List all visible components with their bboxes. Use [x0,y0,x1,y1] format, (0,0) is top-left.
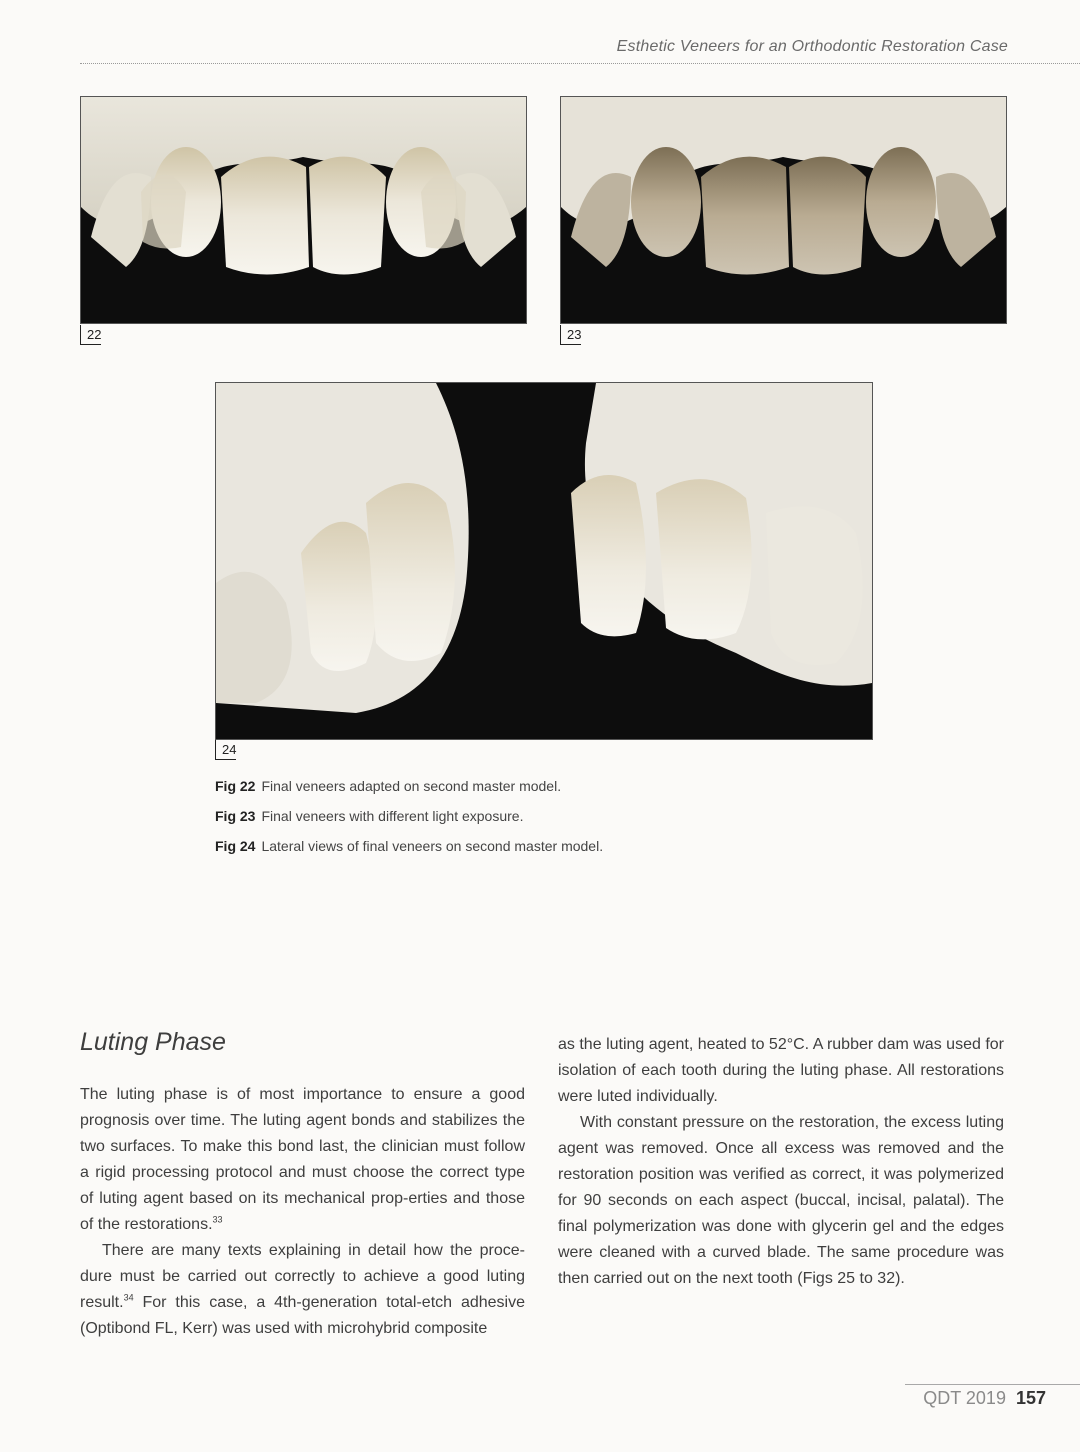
paragraph [80,1238,525,1342]
caption-text: Final veneers adapted on second master model. [261,778,562,794]
paragraph: With constant pressure on the restoration, the excess luting agent was removed. Once all excess was removed and the restoration position was verified as correct, it was polymerized for 90 seconds on each aspect (buccal, incisal, palatal). The final polymerization was done with glycerin gel and the edges were cleaned with a curved blade. The same procedure was then carried out on the next tooth (Figs 25 to 32). [558,1114,1004,1287]
paragraph-text: For this case, a 4th-generation total-etch adhesive (Optibond FL, Kerr) was used with microhybrid composite [80,1294,525,1337]
caption-fig-23 [215,806,603,836]
page-number: 157 [1015,1388,1046,1408]
section-title: Luting Phase [80,1028,226,1056]
left-column [80,1082,525,1342]
reference-marker: 33 [212,1214,223,1225]
footer-rule [905,1384,1080,1385]
caption-fig-22 [215,776,603,806]
paragraph: as the luting agent, heated to 52°C. A rubber dam was used for isolation of each tooth during the luting phase. All restorations were luted individually. [558,1036,1004,1105]
figure-22-photo [80,96,527,324]
figure-23-number: 23 [560,325,581,345]
figure-captions [215,776,603,866]
running-head: Esthetic Veneers for an Orthodontic Restoration Case [616,38,1008,55]
figure-22-number: 22 [80,325,101,345]
caption-fig-24 [215,836,603,866]
figure-24-number: 24 [215,740,236,760]
figure-24-photo [215,382,873,740]
caption-label: Fig 24 [215,838,256,854]
caption-text: Final veneers with different light exposure. [261,808,524,824]
page-footer [923,1388,1046,1409]
journal-name: QDT 2019 [923,1388,1006,1408]
figure-23-photo [560,96,1007,324]
paragraph-text: The luting phase is of most importance to ensure a good prognosis over time. The luting agent bonds and stabilizes the two surfaces. To make this bond last, the clinician must follow a rigid processing protocol and must choose the correct type of luting agent based on its mechanical prop-erties and those of the restorations. [80,1086,525,1233]
caption-label: Fig 22 [215,778,256,794]
paragraph [80,1082,525,1238]
caption-text: Lateral views of final veneers on second master model. [261,838,604,854]
right-column [558,1032,1004,1292]
header-rule [80,63,1080,64]
caption-label: Fig 23 [215,808,256,824]
paragraph-text: There are many texts explaining in detail how the proce-dure must be carried out correctly to achieve a good luting result. [80,1242,525,1311]
reference-marker: 34 [123,1292,134,1303]
